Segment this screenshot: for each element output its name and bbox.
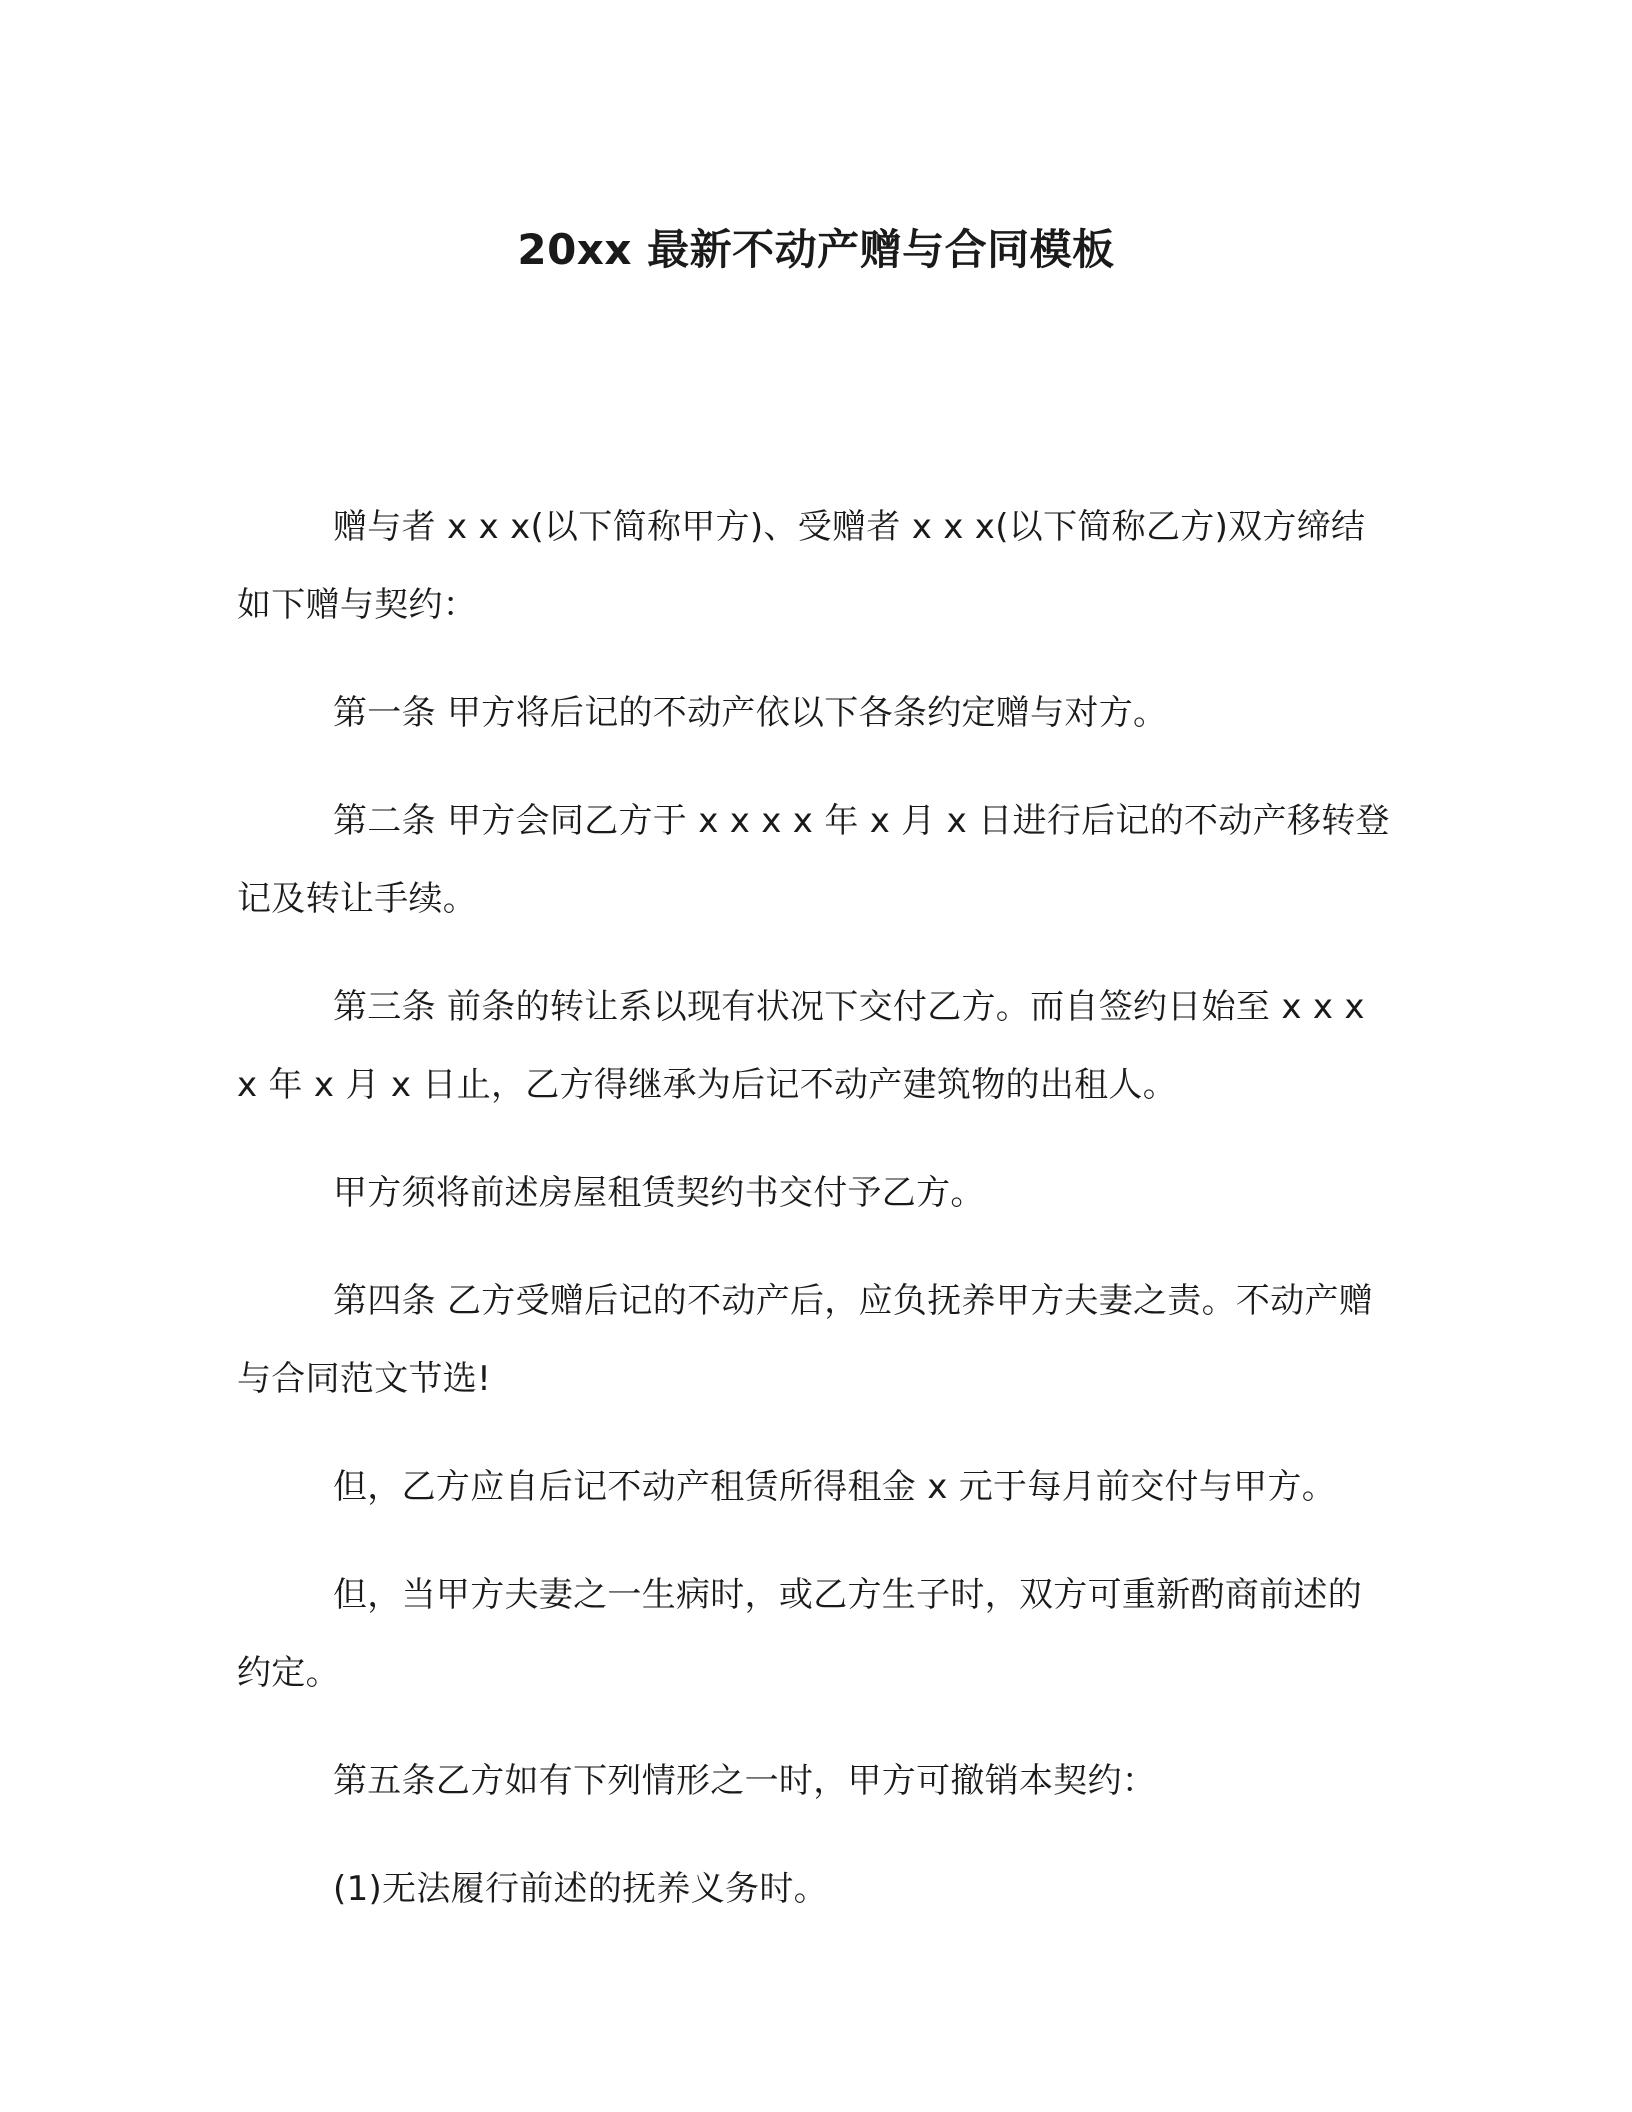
- paragraph-article-1: 第一条 甲方将后记的不动产依以下各条约定赠与对方。: [333, 693, 1168, 733]
- paragraph-renegotiation: 但，当甲方夫妻之一生病时，或乙方生子时，双方可重新酌商前述的约定。: [237, 1575, 1362, 1693]
- paragraph-article-2: 第二条 甲方会同乙方于 x x x x 年 x 月 x 日进行后记的不动产移转登记及转让手续。: [237, 801, 1390, 919]
- paragraph-clause-1: (1)无法履行前述的抚养义务时。: [333, 1869, 828, 1909]
- document-title: 20xx 最新不动产赠与合同模板: [517, 225, 1115, 274]
- paragraph-article-4: 第四条 乙方受赠后记的不动产后，应负抚养甲方夫妻之责。不动产赠与合同范文节选!: [237, 1281, 1374, 1399]
- paragraph-lease-handover: 甲方须将前述房屋租赁契约书交付予乙方。: [333, 1173, 985, 1213]
- paragraph-rent-payment: 但，乙方应自后记不动产租赁所得租金 x 元于每月前交付与甲方。: [333, 1467, 1337, 1507]
- paragraph-article-3: 第三条 前条的转让系以现有状况下交付乙方。而自签约日始至 x x x x 年 x 月 x 日止，乙方得继承为后记不动产建筑物的出租人。: [237, 987, 1365, 1105]
- paragraph-parties: 赠与者 x x x(以下简称甲方)、受赠者 x x x(以下简称乙方)双方缔结如下赠与契约：: [237, 507, 1366, 625]
- paragraph-article-5: 第五条乙方如有下列情形之一时，甲方可撤销本契约：: [333, 1761, 1157, 1801]
- document-body: [237, 488, 1392, 1958]
